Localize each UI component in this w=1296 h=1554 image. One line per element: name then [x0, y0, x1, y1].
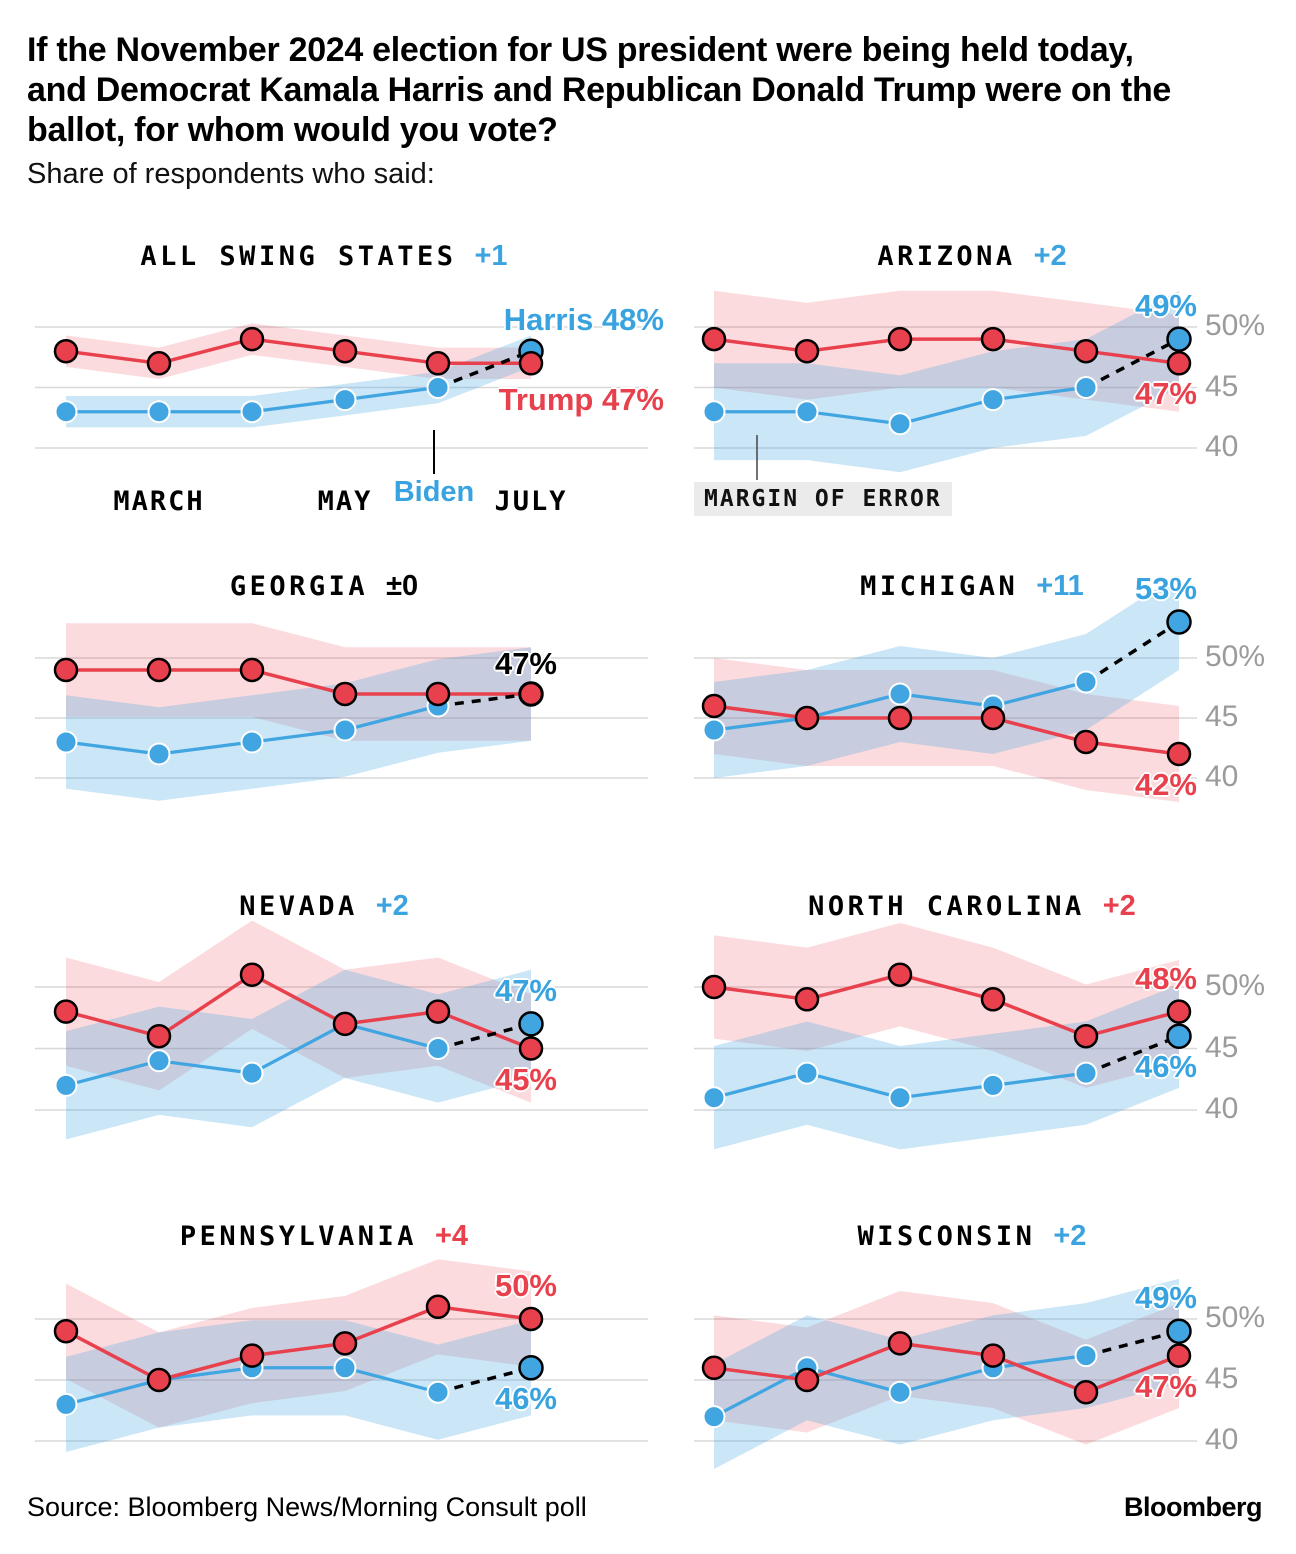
trump-dot [982, 328, 1004, 350]
page-subtitle: Share of respondents who said: [27, 158, 435, 190]
y-tick-label: 50% [1205, 968, 1266, 1002]
harris-dot [56, 401, 77, 422]
trump-dot [427, 683, 449, 705]
line-chart [648, 870, 1296, 1190]
harris-dot [890, 684, 911, 705]
harris-dot [149, 401, 170, 422]
y-tick-label: 40 [1205, 759, 1239, 793]
harris-dot [704, 1406, 725, 1427]
trump-dot [427, 352, 449, 374]
line-chart [0, 870, 648, 1190]
harris-dot [335, 389, 356, 410]
chart-title: WISCONSIN [857, 1221, 1036, 1252]
chart-michigan [648, 540, 1296, 870]
biden-annotation: Biden [393, 476, 475, 508]
trump-dot [241, 659, 263, 681]
chart-nevada [0, 870, 648, 1190]
trump-dot [334, 1013, 356, 1035]
harris-dot [428, 1382, 449, 1403]
trump-dot [703, 328, 725, 350]
trump-dot [982, 707, 1004, 729]
trump-dot [1075, 340, 1097, 362]
trump-dot [1168, 352, 1190, 374]
trump-dot [427, 1296, 449, 1318]
harris-end-label: 53% [1134, 571, 1197, 606]
bloomberg-logo: Bloomberg [1123, 1492, 1262, 1522]
harris-dot [1076, 377, 1097, 398]
trump-end-label: 42% [1134, 767, 1197, 802]
y-tick-label: 50% [1205, 639, 1266, 673]
x-axis-label: MAY [317, 486, 373, 517]
harris-dot [242, 1063, 263, 1084]
y-tick-label: 45 [1205, 699, 1239, 733]
harris-dot [56, 1394, 77, 1415]
trump-dot [520, 1038, 542, 1060]
chart-title: PENNSYLVANIA [179, 1221, 417, 1252]
trump-dot [334, 683, 356, 705]
page-header [27, 30, 1197, 191]
trump-dot [55, 659, 77, 681]
harris-end-label: 47% [494, 972, 557, 1008]
harris-final-dot [1168, 328, 1191, 351]
y-tick-label: 45 [1205, 369, 1239, 403]
trump-dot [427, 1001, 449, 1023]
chart-pennsylvania [0, 1190, 648, 1490]
chart-north-carolina [648, 870, 1296, 1190]
harris-final-dot [520, 1012, 543, 1035]
harris-final-dot [1168, 1025, 1191, 1048]
trump-dot [148, 1025, 170, 1047]
trump-end-label: 47% [1134, 376, 1197, 412]
chart-wisconsin [648, 1190, 1296, 1490]
trump-dot [703, 1357, 725, 1379]
harris-dot [1076, 1063, 1097, 1084]
line-chart [0, 230, 648, 530]
line-chart [648, 540, 1296, 870]
x-axis-label: MARCH [113, 486, 205, 517]
harris-dot [890, 1087, 911, 1108]
chart-title: NEVADA [239, 891, 358, 922]
trump-dot [241, 964, 263, 986]
harris-dot [704, 1087, 725, 1108]
trump-dot [334, 1332, 356, 1354]
trump-dot [241, 1345, 263, 1367]
trump-dot [1075, 1025, 1097, 1047]
harris-dot [56, 1075, 77, 1096]
trump-dot [1075, 1381, 1097, 1403]
harris-dot [242, 732, 263, 753]
margin-of-error-note: MARGIN OF ERROR [694, 482, 952, 516]
harris-dot [428, 377, 449, 398]
harris-final-dot [1168, 611, 1191, 634]
x-axis-label: JULY [494, 486, 568, 517]
trump-end-label: 50% [494, 1268, 557, 1303]
trump-dot [889, 964, 911, 986]
trump-dot [520, 352, 542, 374]
harris-dot [335, 720, 356, 741]
y-tick-label: 40 [1205, 1091, 1239, 1125]
chart-all-swing-states [0, 230, 664, 530]
margin-badge: +2 [1033, 240, 1067, 272]
trump-dot [520, 1308, 542, 1330]
harris-dot [983, 389, 1004, 410]
trump-dot [889, 707, 911, 729]
y-tick-label: 45 [1205, 1030, 1239, 1064]
harris-end-label: Harris 48% [503, 302, 664, 338]
chart-title: ARIZONA [877, 241, 1016, 272]
trump-dot [1168, 1001, 1190, 1023]
trump-dot [796, 707, 818, 729]
trump-dot [796, 988, 818, 1010]
chart-title: MICHIGAN [860, 571, 1019, 602]
trump-dot [148, 352, 170, 374]
margin-badge: +2 [1102, 890, 1136, 922]
chart-title: ALL SWING STATES [140, 241, 457, 272]
chart-title: GEORGIA [229, 571, 369, 602]
harris-end-label: 46% [1134, 1049, 1197, 1085]
trump-end-label: 45% [494, 1061, 557, 1097]
tie-end-label: 47% [494, 646, 557, 681]
trump-dot [55, 1001, 77, 1023]
harris-dot [797, 401, 818, 422]
trump-dot [520, 683, 542, 705]
harris-dot [149, 1050, 170, 1071]
trump-dot [55, 1320, 77, 1342]
trump-end-label: 48% [1134, 960, 1197, 996]
harris-final-dot [520, 1356, 543, 1379]
harris-dot [1076, 672, 1097, 693]
trump-end-label: Trump 47% [498, 382, 664, 418]
trump-dot [703, 976, 725, 998]
trump-dot [241, 328, 263, 350]
margin-badge: +2 [375, 890, 409, 922]
trump-dot [703, 695, 725, 717]
harris-dot [1076, 1345, 1097, 1366]
margin-badge: +4 [435, 1220, 469, 1252]
harris-dot [983, 1075, 1004, 1096]
trump-dot [1168, 743, 1190, 765]
chart-title: NORTH CAROLINA [808, 891, 1085, 922]
source-note: Source: Bloomberg News/Morning Consult poll [27, 1492, 587, 1522]
trump-dot [148, 1369, 170, 1391]
y-tick-label: 40 [1205, 429, 1239, 463]
trump-dot [55, 340, 77, 362]
harris-end-label: 46% [494, 1380, 557, 1416]
trump-dot [148, 659, 170, 681]
harris-dot [149, 744, 170, 765]
harris-final-dot [1168, 1320, 1191, 1343]
harris-end-label: 49% [1134, 288, 1197, 324]
trump-end-label: 47% [1134, 1368, 1197, 1404]
line-chart [0, 1190, 648, 1490]
chart-georgia [0, 540, 648, 870]
harris-dot [890, 413, 911, 434]
trump-dot [982, 1345, 1004, 1367]
y-tick-label: 50% [1205, 1300, 1266, 1334]
y-tick-label: 40 [1205, 1422, 1239, 1456]
line-chart [0, 540, 648, 870]
trump-dot [334, 340, 356, 362]
y-tick-label: 45 [1205, 1361, 1239, 1395]
trump-dot [1168, 1345, 1190, 1367]
line-chart [648, 1190, 1296, 1490]
margin-badge: +1 [474, 240, 508, 272]
page-title: If the November 2024 election for US president were being held today, and Democrat Kamala Harris and Republican Donald Trump were on the ballot, for whom would you vote? [27, 31, 1172, 149]
harris-dot [797, 1063, 818, 1084]
margin-badge: +11 [1036, 570, 1084, 602]
trump-dot [889, 1332, 911, 1354]
harris-dot [704, 401, 725, 422]
harris-dot [890, 1382, 911, 1403]
y-tick-label: 50% [1205, 308, 1266, 342]
harris-dot [704, 720, 725, 741]
harris-dot [335, 1357, 356, 1378]
trump-dot [982, 988, 1004, 1010]
margin-badge: ±0 [386, 570, 419, 602]
trump-dot [1075, 731, 1097, 753]
harris-dot [428, 1038, 449, 1059]
trump-dot [889, 328, 911, 350]
chart-arizona [648, 230, 1296, 530]
harris-dot [242, 401, 263, 422]
harris-end-label: 49% [1134, 1280, 1197, 1316]
trump-dot [796, 340, 818, 362]
trump-dot [796, 1369, 818, 1391]
harris-dot [56, 732, 77, 753]
margin-badge: +2 [1053, 1220, 1087, 1252]
